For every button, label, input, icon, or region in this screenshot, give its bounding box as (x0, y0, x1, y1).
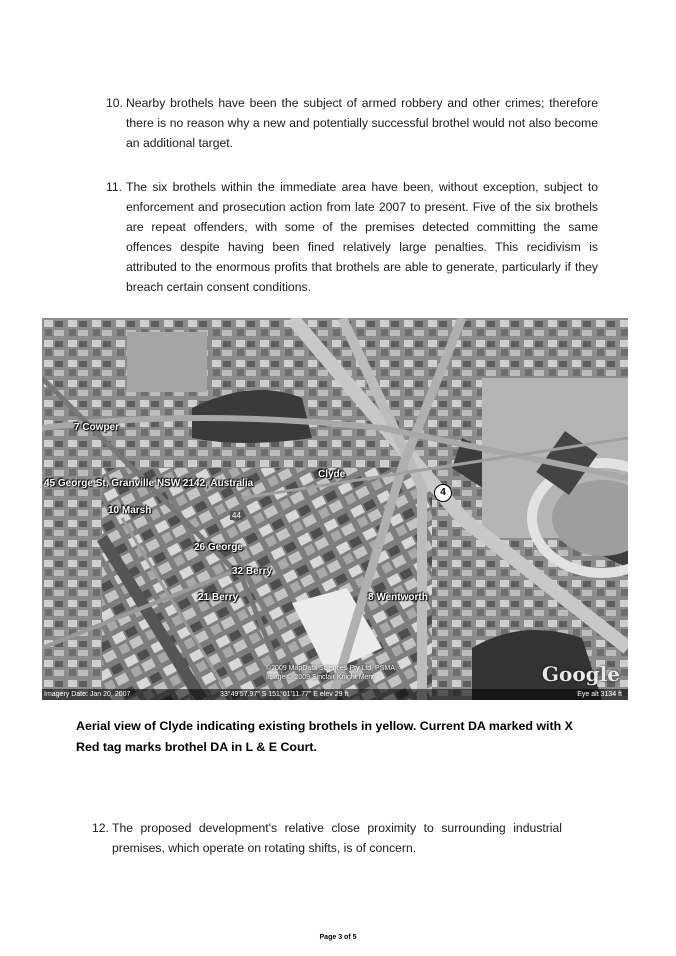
map-label-7-cowper: 7 Cowper (74, 422, 120, 433)
eye-altitude: Eye alt 3134 ft (577, 691, 622, 698)
road-number: 44 (232, 511, 241, 520)
copyright-line-2: Image © 2009 Sinclair Knight Merz (266, 674, 375, 681)
list-item-12 (92, 818, 562, 858)
google-logo: Google (541, 662, 620, 686)
figure-caption (76, 716, 596, 758)
item-number: 11. (106, 180, 123, 194)
page-footer: Page 3 of 5 (319, 934, 357, 941)
coordinates: 33°49'57.97" S 151°01'11.77" E elev 29 ft (220, 691, 349, 698)
map-label-45-george-st: 45 George St, Granville NSW 2142, Australia (44, 478, 254, 489)
route-shield-icon: 4 (434, 484, 452, 502)
map-copyright (266, 664, 395, 682)
item-text: Nearby brothels have been the subject of armed robbery and other crimes; therefore there is no reason why a new and potentially successful brothel would not also become an additional target. (126, 96, 598, 150)
caption-line-1: Aerial view of Clyde indicating existing brothels in yellow. Current DA marked with X (76, 719, 573, 733)
aerial-map-image (42, 318, 628, 700)
caption-line-2: Red tag marks brothel DA in L & E Court. (76, 740, 317, 754)
map-label-10-marsh: 10 Marsh (108, 505, 152, 516)
item-text: The proposed development's relative close proximity to surrounding industrial premises, which operate on rotating shifts, is of concern. (112, 821, 562, 855)
map-status-bar (42, 689, 628, 700)
item-number: 10. (106, 96, 123, 110)
list-item-11 (106, 177, 598, 297)
map-label-8-wentworth: 8 Wentworth (368, 592, 428, 603)
copyright-line-1: ©2009 MapData Sciences Pty Ltd, PSMA (266, 665, 395, 672)
item-number: 12. (92, 821, 109, 835)
map-label-32-berry: 32 Berry (232, 566, 273, 577)
map-label-21-berry: 21 Berry (198, 592, 239, 603)
imagery-date: Imagery Date: Jan 20, 2007 (44, 691, 131, 698)
map-label-26-george: 26 George (194, 542, 243, 553)
map-label-clyde: Clyde (318, 469, 346, 480)
list-item-10 (106, 93, 598, 153)
item-text: The six brothels within the immediate area have been, without exception, subject to enforcement and prosecution action from late 2007 to present. Five of the six brothels are repeat offenders, with some of the premises detected committing the same offences despite having been fined relatively large penalties. This recidivism is attributed to the enormous profits that brothels are able to generate, particularly if they breach certain consent conditions. (126, 180, 598, 294)
